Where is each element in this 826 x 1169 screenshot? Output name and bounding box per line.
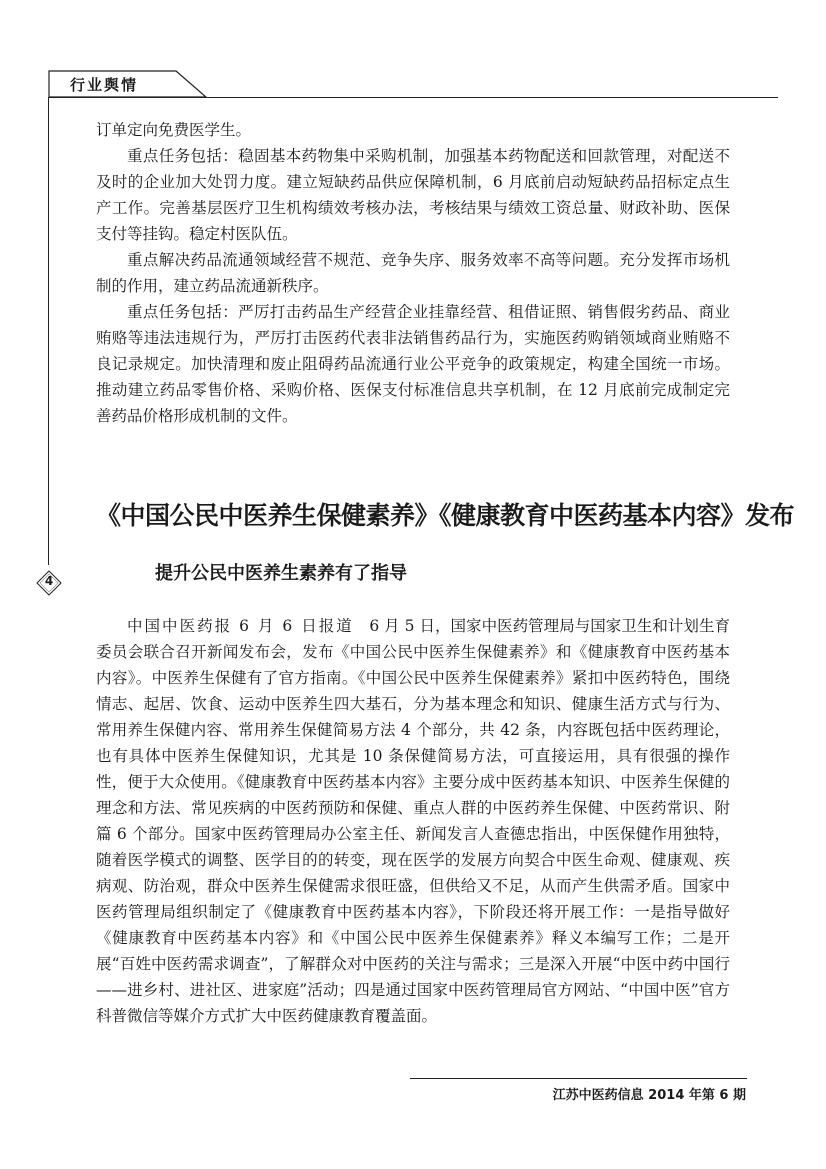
paragraph: 订单定向免费医学生。: [96, 121, 252, 139]
header-rule: [48, 97, 778, 98]
margin-rule: [48, 97, 49, 565]
paragraph: [96, 613, 730, 1029]
intro-text: [96, 117, 730, 429]
footer-rule: [410, 1078, 747, 1079]
news-source: 中国中医药报 6 月 6 日报道: [127, 617, 354, 635]
publication-footer: 江苏中医药信息 2014 年第 6 期: [552, 1088, 746, 1103]
section-label: 行业舆情: [70, 76, 139, 94]
paragraph: 重点任务包括：严厉打击药品生产经营企业挂靠经营、租借证照、销售假劣药品、商业贿赂等违法违规行为，严厉打击医药代表非法销售药品行为，实施医药购销领域商业贿赂不良记录规定。加快清理和废止阻碍药品流通行业公平竞争的政策规定，构建全国统一市场。推动建立药品零售价格、采购价格、医保支付标准信息共享机制，在 12 月底前完成制定完善药品价格形成机制的文件。: [96, 303, 730, 425]
paragraph: 重点任务包括：稳固基本药物集中采购机制，加强基本药物配送和回款管理，对配送不及时的企业加大处罚力度。建立短缺药品供应保障机制，6 月底前启动短缺药品招标定点生产工作。完善基层医疗卫生机构绩效考核办法，考核结果与绩效工资总量、财政补助、医保支付等挂钩。稳定村医队伍。: [96, 147, 730, 243]
section-tab: [48, 70, 208, 98]
page-number: 4: [44, 574, 54, 588]
article-text: 6 月 5 日，国家中医药管理局与国家卫生和计划生育委员会联合召开新闻发布会，发布《中国公民中医养生保健素养》和《健康教育中医药基本内容》。中医养生保健有了官方指南。《中国公民中医养生保健素养》紧扣中医药特色，围绕情志、起居、饮食、运动中医养生四大基石，分为基本理念和知识、健康生活方式与行为、常用养生保健内容、常用养生保健简易方法 4 个部分，共 42 条，内容既包括中医药理论，也有具体中医养生保健知识，尤其是 10 条保健简易方法，可直接运用，具有很强的操作性，便于大众使用。《健康教育中医药基本内容》主要分成中医药基本知识、中医养生保健的理念和方法、常见疾病的中医药预防和保健、重点人群的中医药养生保健、中医药常识、附篇 6 个部分。国家中医药管理局办公室主任、新闻发言人查德忠指出，中医保健作用独特，随着医学模式的调整、医学目的的转变，现在医学的发展方向契合中医生命观、健康观、疾病观、防治观，群众中医养生保健需求很旺盛，但供给又不足，从而产生供需矛盾。国家中医药管理局组织制定了《健康教育中医药基本内容》，下阶段还将开展工作：一是指导做好《健康教育中医药基本内容》和《中国公民中医养生保健素养》释义本编写工作；二是开展“百姓中医药需求调查”，了解群众对中医药的关注与需求；三是深入开展“中医中药中国行——进乡村、进社区、进家庭”活动；四是通过国家中医药管理局官方网站、“中国中医”官方科普微信等媒介方式扩大中医药健康教育覆盖面。: [96, 617, 730, 1025]
article-body: [96, 613, 730, 1029]
article-title: 《中国公民中医养生保健素养》《健康教育中医药基本内容》发布: [96, 501, 795, 530]
article-subtitle: 提升公民中医养生素养有了指导: [155, 563, 407, 584]
paragraph: 重点解决药品流通领域经营不规范、竞争失序、服务效率不高等问题。充分发挥市场机制的作用，建立药品流通新秩序。: [96, 251, 730, 295]
